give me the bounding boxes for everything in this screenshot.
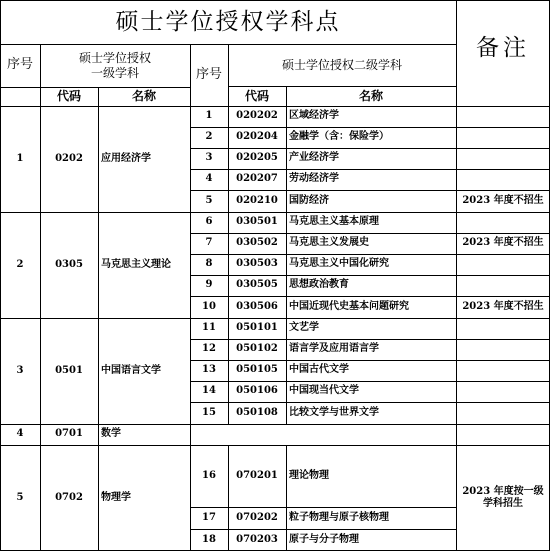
row-code: 030506 — [236, 300, 278, 312]
group-code: 0701 — [55, 428, 83, 440]
row-seq: 14 — [202, 385, 216, 397]
group-name: 应用经济学 — [101, 152, 151, 164]
row-code: 070202 — [236, 511, 278, 523]
row-seq: 7 — [205, 237, 213, 249]
row-seq: 12 — [202, 343, 216, 355]
row-name: 思想政治教育 — [289, 279, 349, 291]
row-seq: 5 — [205, 194, 213, 206]
group-code: 0702 — [55, 491, 83, 503]
header-code: 代码 — [56, 89, 81, 103]
row-seq: 16 — [202, 469, 216, 481]
row-seq: 15 — [202, 406, 216, 418]
row-name: 文艺学 — [289, 322, 319, 334]
row-name: 理论物理 — [289, 469, 329, 481]
row-name: 中国现当代文学 — [289, 385, 359, 397]
row-note: 2023 年度不招生 — [462, 194, 544, 206]
row-seq: 1 — [205, 110, 213, 122]
header-seq2: 序号 — [195, 66, 222, 82]
row-seq: 6 — [205, 216, 213, 228]
header-second-level: 硕士学位授权二级学科 — [281, 57, 402, 72]
row-code: 050101 — [236, 322, 278, 334]
row-code: 050102 — [236, 343, 278, 355]
row-seq: 8 — [205, 258, 213, 270]
row-code: 050106 — [236, 385, 278, 397]
row-code: 070203 — [236, 533, 278, 545]
group-name: 数学 — [101, 428, 121, 440]
row-seq: 11 — [202, 322, 216, 334]
row-code: 020210 — [236, 194, 278, 206]
group-seq: 1 — [16, 152, 24, 164]
header-first-level: 硕士学位授权 一级学科 — [78, 50, 151, 80]
group-name: 马克思主义理论 — [101, 258, 171, 270]
row-code: 030505 — [236, 279, 278, 291]
group-seq: 3 — [16, 364, 24, 376]
row-code: 050105 — [236, 364, 278, 376]
row-name: 金融学（含：保险学） — [289, 131, 389, 143]
row-name: 马克思主义发展史 — [289, 237, 369, 249]
row-seq: 18 — [202, 533, 216, 545]
row-name: 马克思主义中国化研究 — [289, 258, 389, 270]
row-seq: 10 — [202, 300, 216, 312]
row-seq: 2 — [205, 131, 213, 143]
row-name: 中国近现代史基本问题研究 — [289, 300, 409, 312]
group-name: 中国语言文学 — [101, 364, 161, 376]
physics-note: 2023 年度按一级 学科招生 — [462, 485, 544, 509]
row-code: 030502 — [236, 237, 278, 249]
row-code: 020204 — [236, 131, 278, 143]
row-name: 中国古代文学 — [289, 364, 349, 376]
group-seq: 2 — [16, 258, 24, 270]
row-note: 2023 年度不招生 — [462, 237, 544, 249]
row-name: 产业经济学 — [289, 152, 339, 164]
row-code: 070201 — [236, 469, 278, 481]
row-name: 马克思主义基本原理 — [289, 216, 379, 228]
row-seq: 3 — [205, 152, 213, 164]
row-code: 050108 — [236, 406, 278, 418]
header-name2: 名称 — [358, 88, 383, 103]
group-name: 物理学 — [101, 491, 131, 503]
remarks-header: 备注 — [476, 35, 530, 61]
row-seq: 13 — [202, 364, 216, 376]
row-code: 020207 — [236, 173, 278, 185]
header-seq: 序号 — [6, 57, 33, 73]
row-name: 国防经济 — [289, 194, 329, 206]
row-code: 030503 — [236, 258, 278, 270]
group-code: 0202 — [55, 152, 83, 164]
row-seq: 4 — [205, 173, 213, 185]
row-name: 原子与分子物理 — [289, 533, 359, 545]
row-code: 020205 — [236, 152, 278, 164]
group-seq: 4 — [16, 428, 24, 440]
header-code2: 代码 — [244, 88, 269, 103]
row-code: 020202 — [236, 110, 278, 122]
row-code: 030501 — [236, 216, 278, 228]
row-name: 比较文学与世界文学 — [289, 406, 379, 418]
row-name: 劳动经济学 — [289, 173, 339, 185]
row-note: 2023 年度不招生 — [462, 300, 544, 312]
group-code: 0501 — [55, 364, 83, 376]
group-seq: 5 — [16, 491, 24, 503]
group-code: 0305 — [55, 258, 83, 270]
header-name: 名称 — [131, 89, 156, 103]
row-name: 语言学及应用语言学 — [289, 343, 379, 355]
row-seq: 17 — [202, 511, 216, 523]
row-seq: 9 — [205, 279, 213, 291]
table-title: 硕士学位授权学科点 — [115, 8, 341, 35]
row-name: 粒子物理与原子核物理 — [289, 511, 389, 523]
row-name: 区域经济学 — [289, 110, 339, 122]
